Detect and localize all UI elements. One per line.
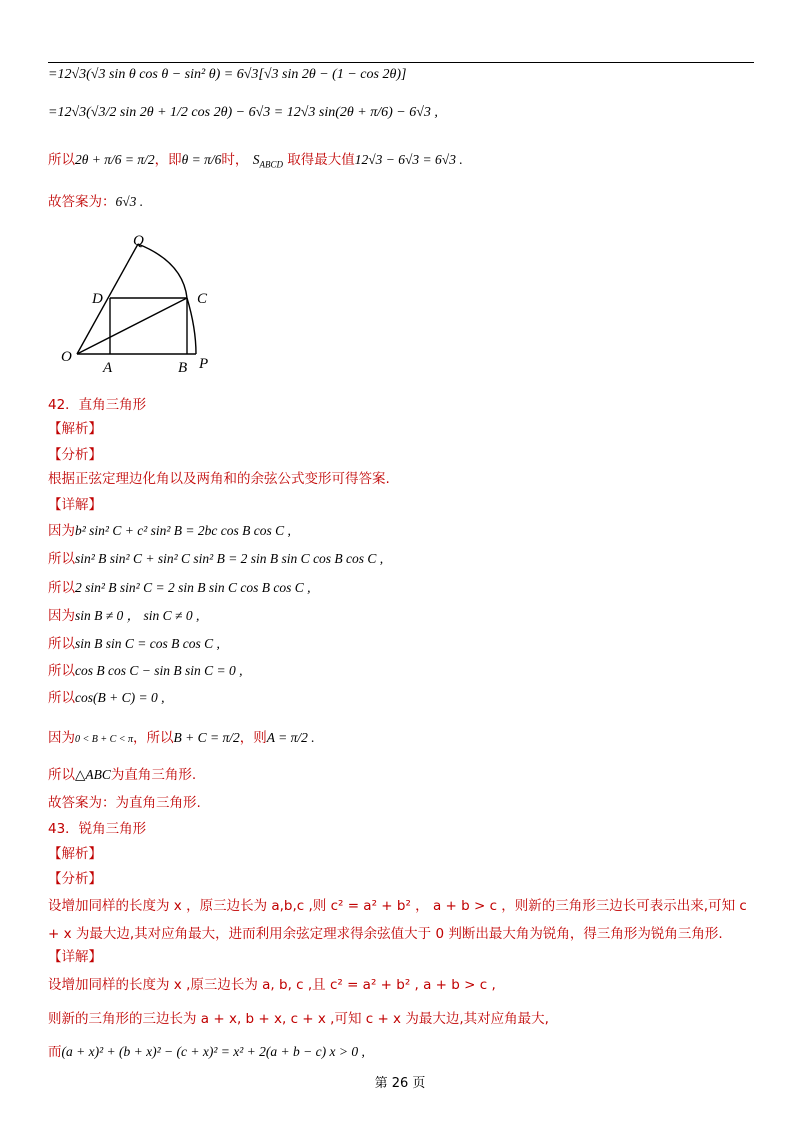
math: 2 sin² B sin² C = 2 sin B sin C cos B cos C , [75,580,311,595]
detail-2: 则新的三角形的三边长为 a + x, b + x, c + x ,可知 c + x 为最大边,其对应角最大, [48,1011,549,1027]
answer-42: 故答案为：为直角三角形. [48,795,201,811]
q42-fenxi: 【分析】 [48,447,102,463]
label-C: C [197,291,208,307]
text: 所以 [48,580,75,596]
label-O: O [61,349,72,365]
math: cos(B + C) = 0 , [75,690,165,705]
math: 6√3 . [115,194,144,209]
math: △ABC [75,767,111,782]
q43-jiexi: 【解析】 [48,846,102,862]
text: 因为 [48,523,75,539]
text-prefix: 所以 [48,152,75,168]
q43-fenxi-text: 设增加同样的长度为 x ，原三边长为 a,b,c ,则 c² = a² + b² ， a + b > c ，则新的三角形三边长可表示出来,可知 c + x 为最大边,其对应角最大，进而利用余弦定理求得余弦值大于 0 判断出最大角为锐角，得三角形为锐角三角形. [48,898,747,942]
label-D: D [92,291,103,307]
step-1 [48,522,291,540]
step-4 [48,607,199,625]
math: B + C = π/2 [173,730,240,745]
math: sin B sin C = cos B cos C , [75,636,220,651]
q43-title: 43．锐角三角形 [48,821,147,837]
math: (a + x)² + (b + x)² − (c + x)² = x² + 2(a + b − c) x > 0 , [61,1044,365,1059]
geometry-figure [55,232,225,377]
math: 2θ + π/6 = π/2 [75,152,155,167]
step-2 [48,550,383,568]
text: 时， [221,152,249,168]
step-9 [48,766,196,784]
math: b² sin² C + c² sin² B = 2bc cos B cos C , [75,523,291,538]
step-3 [48,579,310,597]
step-6 [48,662,242,680]
math-subscript: ABCD [259,159,283,170]
text: 为直角三角形. [110,767,197,783]
math: 0 < B + C < π [75,734,134,745]
math: S [252,152,260,167]
math: A = π/2 . [266,730,315,745]
text: 所以 [48,636,75,652]
text: ，所以 [133,730,174,746]
text: 所以 [48,663,75,679]
page-footer: 第 26 页 [374,1076,426,1091]
detail-1: 设增加同样的长度为 x ,原三边长为 a, b, c ,且 c² = a² + b² , a + b > c , [48,977,496,993]
text: 所以 [48,551,75,567]
step-5 [48,635,220,653]
top-rule [48,62,754,63]
text: ，即 [154,152,182,168]
math: θ = π/6 [181,152,222,167]
math: 12√3 − 6√3 = 6√3 . [354,152,463,167]
text: 所以 [48,690,75,706]
label-Q: Q [133,233,144,249]
label-P: P [199,356,209,372]
text: 取得最大值 [287,152,355,168]
segment-OQ [77,244,138,354]
equation-line-2: =12√3(√3/2 sin 2θ + 1/2 cos 2θ) − 6√3 = 12√3 sin(2θ + π/6) − 6√3 , [48,105,438,120]
conclusion-line [48,151,463,174]
arc-QC [138,244,187,298]
equation-line-1: =12√3(√3 sin θ cos θ − sin² θ) = 6√3[√3 sin 2θ − (1 − cos 2θ)] [48,67,407,82]
q43-xiangjie: 【详解】 [48,949,102,965]
q42-title: 42．直角三角形 [48,397,147,413]
text: 而 [48,1044,62,1060]
text: 因为 [48,608,75,624]
arc-CP [187,298,196,354]
label-A: A [103,360,113,376]
math: sin B ≠ 0 ， sin C ≠ 0 , [75,608,200,623]
q42-xiangjie: 【详解】 [48,497,102,513]
q42-jiexi: 【解析】 [48,421,102,437]
q42-fenxi-text: 根据正弦定理边化角以及两角和的余弦公式变形可得答案. [48,471,390,487]
label-B: B [178,360,188,376]
math: sin² B sin² C + sin² C sin² B = 2 sin B sin C cos B cos C , [75,551,384,566]
text: 因为 [48,730,75,746]
text: ，则 [239,730,267,746]
detail-3 [48,1043,365,1061]
text-prefix: 故答案为： [48,194,116,210]
q43-fenxi: 【分析】 [48,871,102,887]
text: 所以 [48,767,75,783]
answer-line [48,193,143,211]
step-8 [48,729,315,749]
math: cos B cos C − sin B sin C = 0 , [75,663,243,678]
step-7 [48,689,164,707]
